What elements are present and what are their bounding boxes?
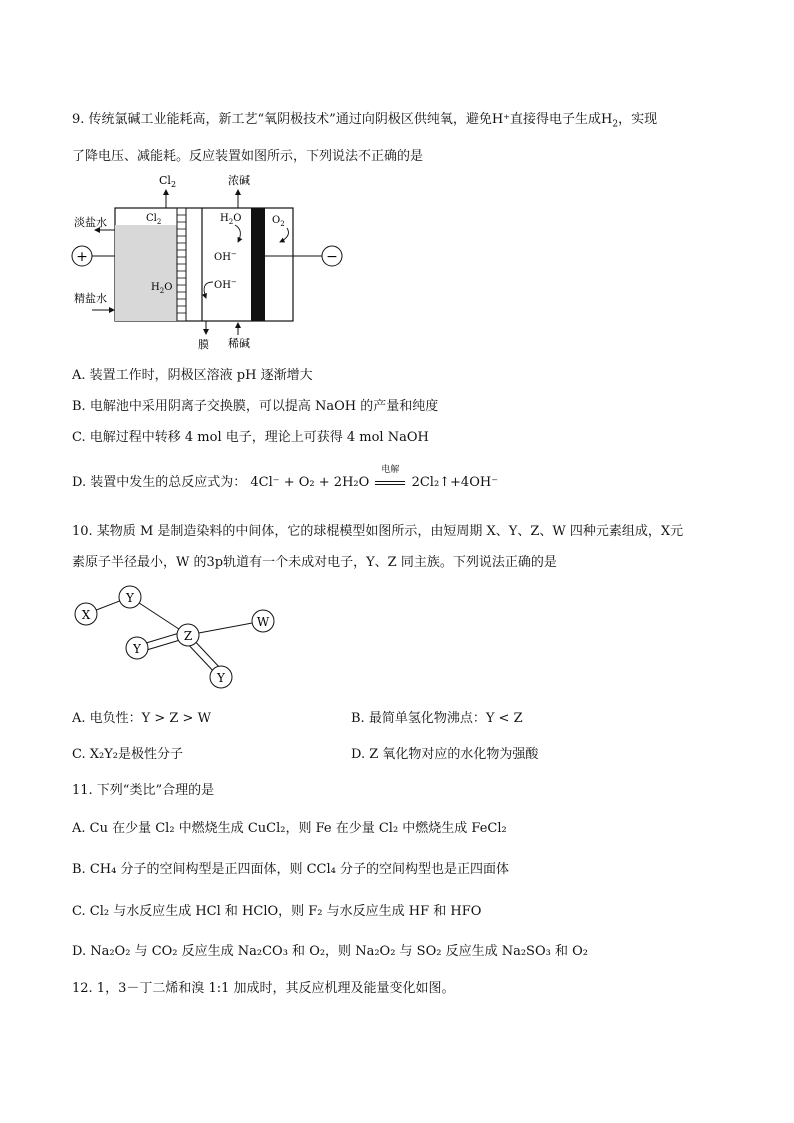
oh-label-2: OH− (214, 278, 237, 291)
q10-option-a: A. 电负性：Y > Z > W (72, 711, 211, 726)
q10-option-b: B. 最简单氢化物沸点：Y < Z (351, 711, 523, 726)
q10-stem-line1: 10. 某物质 M 是制造染料的中间体，它的球棍模型如图所示，由短周期 X、Y、Z、W 四种元素组成，X元 (72, 524, 684, 539)
q9-option-c: C. 电解过程中转移 4 mol 电子，理论上可获得 4 mol NaOH (72, 430, 429, 445)
total-equation-left: 4Cl⁻ + O₂ + 2H₂O (250, 475, 370, 490)
oh-label-1: OH− (214, 250, 237, 263)
dilute-brine-label: 淡盐水 (74, 216, 107, 229)
cl2-top-label: $Cl_2$ (159, 174, 177, 189)
anode-plate (177, 208, 186, 321)
total-equation-right: 2Cl₂↑+4OH⁻ (411, 475, 499, 490)
pure-brine-label: 精盐水 (74, 292, 107, 305)
q11-option-d: D. Na₂O₂ 与 CO₂ 反应生成 Na₂CO₃ 和 O₂，则 Na₂O₂ 与 SO₂ 反应生成 Na₂SO₃ 和 O₂ (72, 944, 588, 959)
svg-text:Y: Y (126, 591, 134, 605)
conc-alkali-label: 浓碱 (228, 174, 250, 187)
q9-option-d: D. 装置中发生的总反应式为： 4Cl⁻ + O₂ + 2H₂O 电解 2Cl₂↑+4OH⁻ (72, 465, 499, 490)
q10-option-d: D. Z 氧化物对应的水化物为强酸 (351, 747, 539, 762)
cl2-inner-label: $Cl_2$ (146, 213, 162, 226)
electrolysis-arrow: 电解 (373, 475, 407, 490)
q11-option-a: A. Cu 在少量 Cl₂ 中燃烧生成 CuCl₂，则 Fe 在少量 Cl₂ 中燃烧生成 FeCl₂ (72, 821, 507, 836)
q10-option-c: C. X₂Y₂是极性分子 (72, 747, 184, 762)
cathode-plate (251, 208, 265, 321)
membrane-label: 膜 (198, 338, 209, 351)
svg-text:W: W (256, 615, 270, 629)
svg-text:X: X (81, 608, 91, 622)
q11-stem: 11. 下列“类比”合理的是 (72, 783, 215, 798)
svg-text:Z: Z (183, 629, 193, 643)
anode-region (115, 225, 177, 321)
q9-option-b: B. 电解池中采用阴离子交换膜，可以提高 NaOH 的产量和纯度 (72, 399, 439, 414)
q9-option-a: A. 装置工作时，阴极区溶液 pH 逐渐增大 (72, 368, 313, 383)
svg-text:Y: Y (133, 642, 141, 656)
q12-stem: 12. 1，3－丁二烯和溴 1:1 加成时，其反应机理及能量变化如图。 (72, 981, 455, 996)
ball-stick-model (70, 582, 290, 692)
q9-stem-line1: 9. 传统氯碱工业能耗高，新工艺“氧阴极技术”通过向阴极区供纯氧，避免H⁺直接得电子生成$H_2$，实现 (72, 112, 658, 130)
q11-option-b: B. CH₄ 分子的空间构型是正四面体，则 CCl₄ 分子的空间构型也是正四面体 (72, 862, 509, 877)
minus-sign: − (326, 249, 338, 265)
q10-stem-line2: 素原子半径最小，W 的3p轨道有一个未成对电子，Y、Z 同主族。下列说法正确的是 (72, 555, 557, 570)
svg-text:Y: Y (217, 671, 225, 685)
dilute-alkali-label: 稀碱 (228, 337, 250, 350)
plus-sign: + (76, 249, 88, 265)
q11-option-c: C. Cl₂ 与水反应生成 HCl 和 HClO，则 F₂ 与水反应生成 HF 和 HFO (72, 904, 482, 919)
h2o-right-label: $H_2O$ (220, 213, 242, 226)
q9-stem-line2: 了降电压、减能耗。反应装置如图所示，下列说法不正确的是 (72, 149, 424, 164)
electrolysis-cell-diagram (70, 170, 360, 355)
o2-label: $O_2$ (272, 215, 285, 228)
h2o-left-label: $H_2O$ (151, 282, 173, 295)
